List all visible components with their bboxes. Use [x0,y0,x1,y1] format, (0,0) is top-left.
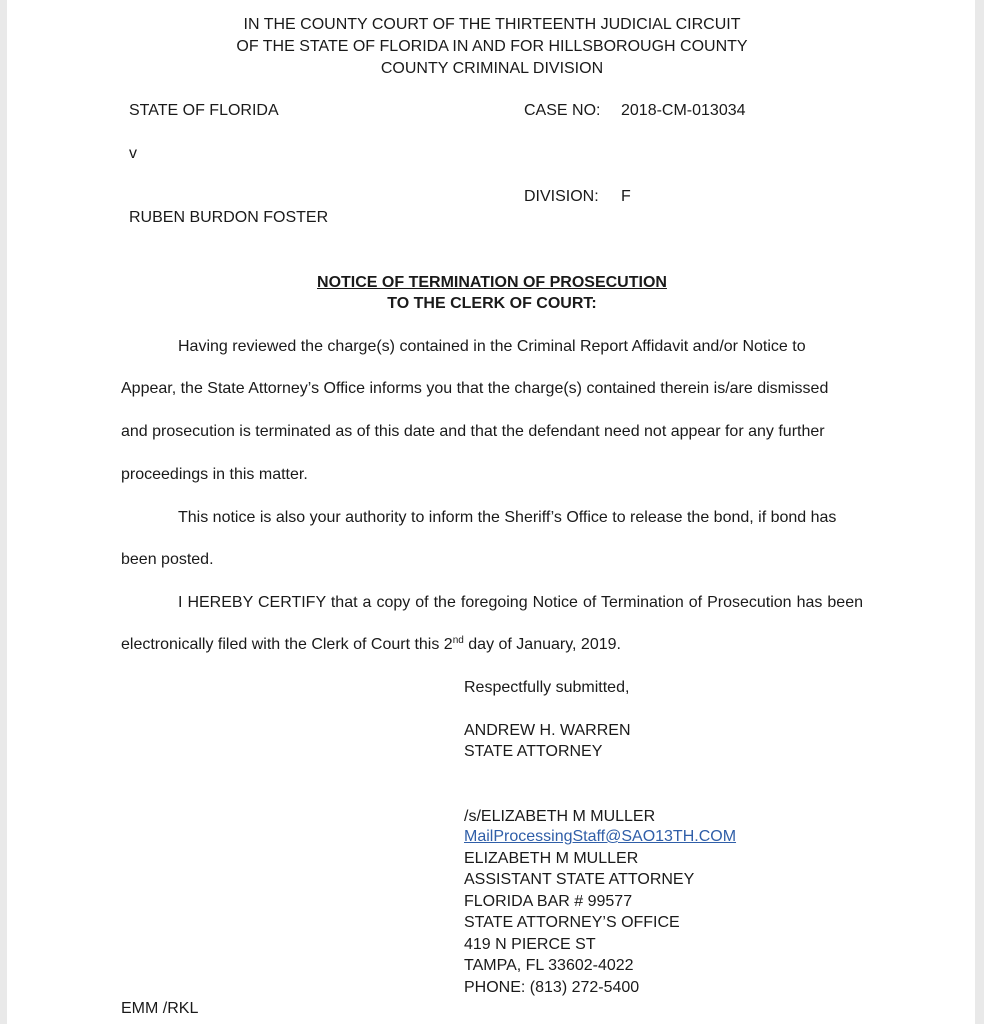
street-address: 419 N PIERCE ST [464,936,596,953]
case-number-label: CASE NO: [524,102,601,119]
closing: Respectfully submitted, [464,679,630,696]
asa-title: ASSISTANT STATE ATTORNEY [464,871,695,888]
paragraph-3-line-2 [121,634,621,655]
paragraph-1-line-2: Appear, the State Attorney’s Office informs you that the charge(s) contained therein is/are dismissed [121,380,829,397]
court-header-line-3: COUNTY CRIMINAL DIVISION [380,60,604,77]
paragraph-2-line-1: This notice is also your authority to inform the Sheriff’s Office to release the bond, if bond has [178,509,837,526]
date-ordinal-suffix: nd [452,635,464,646]
certify-date-text: electronically filed with the Clerk of Court this 2 [121,636,453,653]
paragraph-1-line-1: Having reviewed the charge(s) contained in the Criminal Report Affidavit and/or Notice to [178,338,806,355]
notice-addressee: TO THE CLERK OF COURT: [387,295,597,312]
division-label: DIVISION: [524,188,599,205]
paragraph-2-line-2: been posted. [121,551,214,568]
certify-date-rest: day of January, 2019. [463,636,621,653]
email-link[interactable]: MailProcessingStaff@SAO13TH.COM [464,828,737,845]
electronic-signature: /s/ELIZABETH M MULLER [464,808,656,825]
paragraph-1-line-4: proceedings in this matter. [121,466,308,483]
court-header-line-1: IN THE COUNTY COURT OF THE THIRTEENTH JUDICIAL CIRCUIT [243,16,741,33]
typist-initials: EMM /RKL [121,1000,199,1017]
city-state-zip: TAMPA, FL 33602-4022 [464,957,634,974]
versus: v [129,145,137,162]
notice-title: NOTICE OF TERMINATION OF PROSECUTION [317,274,667,291]
plaintiff: STATE OF FLORIDA [129,102,279,119]
paragraph-3-line-1: I HEREBY CERTIFY that a copy of the foregoing Notice of Termination of Prosecution has been [178,594,863,611]
page-right-edge [975,0,984,1024]
defendant: RUBEN BURDON FOSTER [129,209,329,226]
office-name: STATE ATTORNEY’S OFFICE [464,914,680,931]
phone: PHONE: (813) 272-5400 [464,979,640,996]
asa-name: ELIZABETH M MULLER [464,850,639,867]
bar-number: FLORIDA BAR # 99577 [464,893,633,910]
court-header-line-2: OF THE STATE OF FLORIDA IN AND FOR HILLSBOROUGH COUNTY [236,38,748,55]
case-number: 2018-CM-013034 [621,102,746,119]
paragraph-1-line-3: and prosecution is terminated as of this date and that the defendant need not appear for any further [121,423,825,440]
page-left-edge [0,0,7,1024]
state-attorney-name: ANDREW H. WARREN [464,722,631,739]
state-attorney-title: STATE ATTORNEY [464,743,603,760]
division: F [621,188,631,205]
